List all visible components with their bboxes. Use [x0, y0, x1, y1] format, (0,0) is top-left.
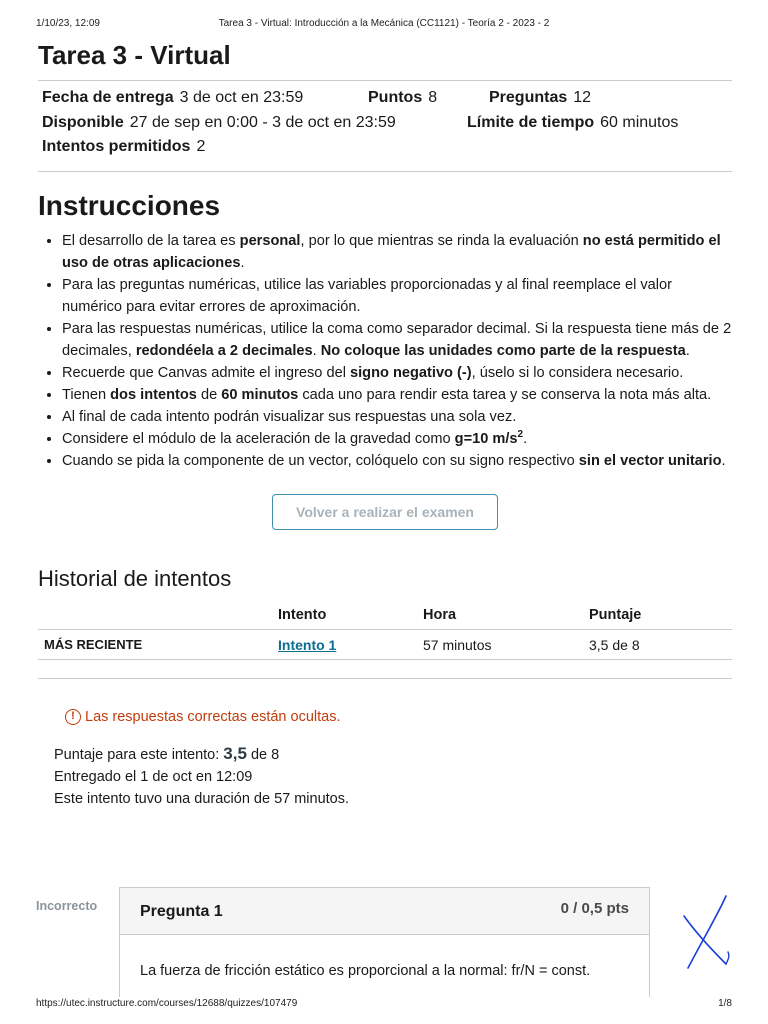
- column-header: Puntaje: [589, 602, 732, 630]
- column-header: Intento: [278, 602, 423, 630]
- instructions-list: [38, 230, 732, 472]
- list-item: • Recuerde que Canvas admite el ingreso del signo negativo (-), úselo si lo considera necesario.: [62, 362, 732, 384]
- list-item: • Para las preguntas numéricas, utilice las variables proporcionadas y al final reemplace el valor numérico para evitar errores de aproximación.: [62, 274, 732, 318]
- question-status: Incorrecto: [36, 899, 98, 913]
- question-card: [119, 887, 650, 997]
- list-item: • Cuando se pida la componente de un vector, colóquelo con su signo respectivo sin el vector unitario.: [62, 450, 732, 472]
- divider: [38, 171, 732, 172]
- questions-count: Preguntas 12: [489, 89, 592, 106]
- warning-circle-icon: !: [65, 709, 81, 725]
- question-text: La fuerza de fricción estático es proporcional a la normal: fr/N = const.: [140, 963, 591, 979]
- quiz-details: [38, 81, 732, 171]
- available-window: Disponible 27 de sep en 0:00 - 3 de oct en 23:59: [42, 113, 396, 131]
- attempt-summary: [54, 743, 732, 810]
- print-footer: [0, 994, 768, 1024]
- answers-hidden-note: [65, 707, 732, 727]
- column-header: Hora: [423, 602, 589, 630]
- time-limit: Límite de tiempo 60 minutos: [467, 113, 679, 131]
- table-header-row: [38, 602, 732, 630]
- allowed-attempts: Intentos permitidos 2: [42, 138, 206, 155]
- attempt-score-line: Puntaje para este intento: 3,5 de 8: [54, 744, 280, 763]
- history-heading: Historial de intentos: [38, 565, 232, 591]
- attempt-score-value: 3,5: [223, 744, 247, 763]
- print-title: Tarea 3 - Virtual: Introducción a la Mecánica (CC1121) - Teoría 2 - 2023 - 2: [218, 18, 550, 29]
- print-page-number: 1/8: [718, 998, 732, 1009]
- answers-hidden-text: Las respuestas correctas están ocultas.: [85, 709, 341, 725]
- question-name: Pregunta 1: [140, 903, 223, 920]
- attempts-table: [38, 602, 732, 661]
- list-item: • Tienen dos intentos de 60 minutos cada uno para rendir esta tarea y se conserva la nota más alta.: [62, 384, 732, 406]
- question-1: [36, 887, 736, 997]
- attempt-time: 57 minutos: [423, 630, 589, 660]
- attempt-score: 3,5 de 8: [589, 630, 732, 660]
- submitted-line: Entregado el 1 de oct en 12:09: [54, 769, 253, 785]
- column-header: [38, 602, 278, 630]
- retake-quiz-button[interactable]: Volver a realizar el examen: [272, 494, 498, 530]
- list-item: • Considere el módulo de la aceleración de la gravedad como g=10 $m/s^2$.: [62, 428, 732, 450]
- latest-tag: MÁS RECIENTE: [38, 630, 278, 660]
- question-header: [120, 888, 649, 935]
- list-item: • Al final de cada intento podrán visualizar sus respuestas una sola vez.: [62, 406, 732, 428]
- page-title: Tarea 3 - Virtual: [38, 40, 231, 70]
- list-item: • Para las respuestas numéricas, utilice la coma como separador decimal. Si la respuesta tiene más de 2 decimales, redondéela a 2 decimales. No coloque las unidades como parte de la respuesta.: [62, 318, 732, 362]
- points: Puntos 8: [368, 89, 438, 106]
- handwritten-x-mark: [680, 890, 732, 972]
- list-item: • El desarrollo de la tarea es personal, por lo que mientras se rinda la evaluación no está permitido el uso de otras aplicaciones.: [62, 230, 732, 274]
- quiz-content: [38, 36, 732, 810]
- print-date: 1/10/23, 12:09: [36, 18, 100, 29]
- table-row: [38, 630, 732, 660]
- due-date: Fecha de entrega 3 de oct en 23:59: [42, 89, 304, 106]
- duration-line: Este intento tuvo una duración de 57 minutos.: [54, 791, 350, 807]
- attempt-link[interactable]: Intento 1: [278, 636, 337, 653]
- divider: [38, 678, 732, 679]
- instructions-heading: Instrucciones: [38, 189, 221, 221]
- print-url: https://utec.instructure.com/courses/12688/quizzes/107479: [36, 998, 298, 1009]
- question-points: 0 / 0,5 pts: [560, 900, 629, 917]
- print-header: [0, 0, 768, 40]
